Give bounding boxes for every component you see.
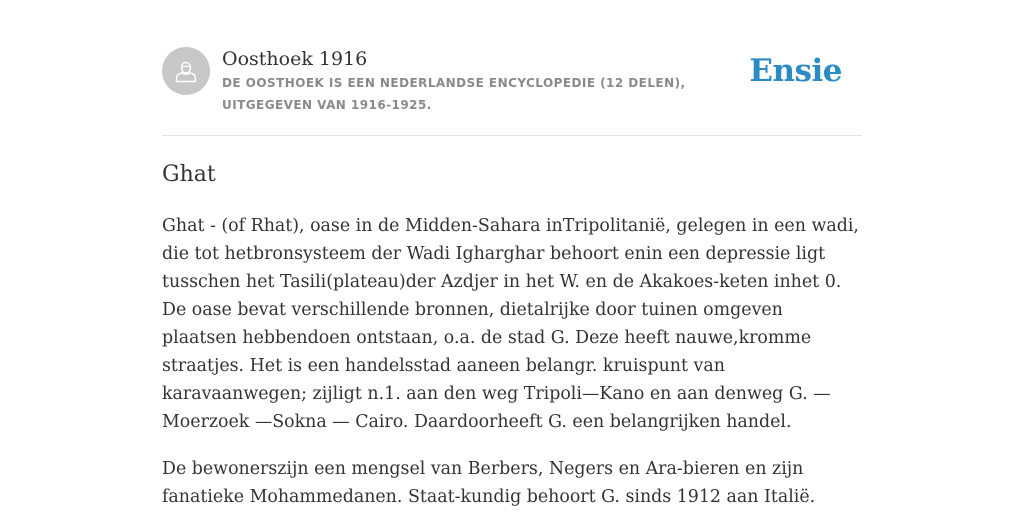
- avatar[interactable]: [162, 47, 210, 95]
- entry-paragraph: De bewonerszijn een mengsel van Berbers, Negers en Ara-bieren en zijn fanatieke Mohammedanen. Staat-kundig behoort G. sinds 1912 aan Italië.: [162, 459, 816, 507]
- user-icon: [171, 56, 201, 86]
- entry-title: Ghat: [162, 162, 216, 187]
- brand-logo[interactable]: Ensie: [749, 53, 842, 89]
- source-description: DE OOSTHOEK IS EEN NEDERLANDSE ENCYCLOPEDIE (12 DELEN), UITGEGEVEN VAN 1916-1925.: [222, 76, 686, 112]
- source-title[interactable]: Oosthoek 1916: [222, 48, 368, 70]
- entry-body: [162, 212, 862, 512]
- entry-paragraph: Ghat - (of Rhat), oase in de Midden-Sahara inTripolitanië, gelegen in een wadi, die tot hetbronsysteem der Wadi Igharghar behoort enin een depressie ligt tusschen het Tasili(plateau)der Azdjer in het W. en de Akakoes-keten inhet 0. De oase bevat verschillende bronnen, dietalrijke door tuinen omgeven plaatsen hebbendoen ontstaan, o.a. de stad G. Deze heeft nauwe,kromme straatjes. Het is een handelsstad aaneen belangr. kruispunt van karavaanwegen; zijligt n.1. aan den weg Tripoli—Kano en aan denweg G. —Moerzoek —Sokna — Cairo. Daardoorheeft G. een belangrijken handel.: [162, 216, 859, 432]
- source-header: [162, 47, 862, 136]
